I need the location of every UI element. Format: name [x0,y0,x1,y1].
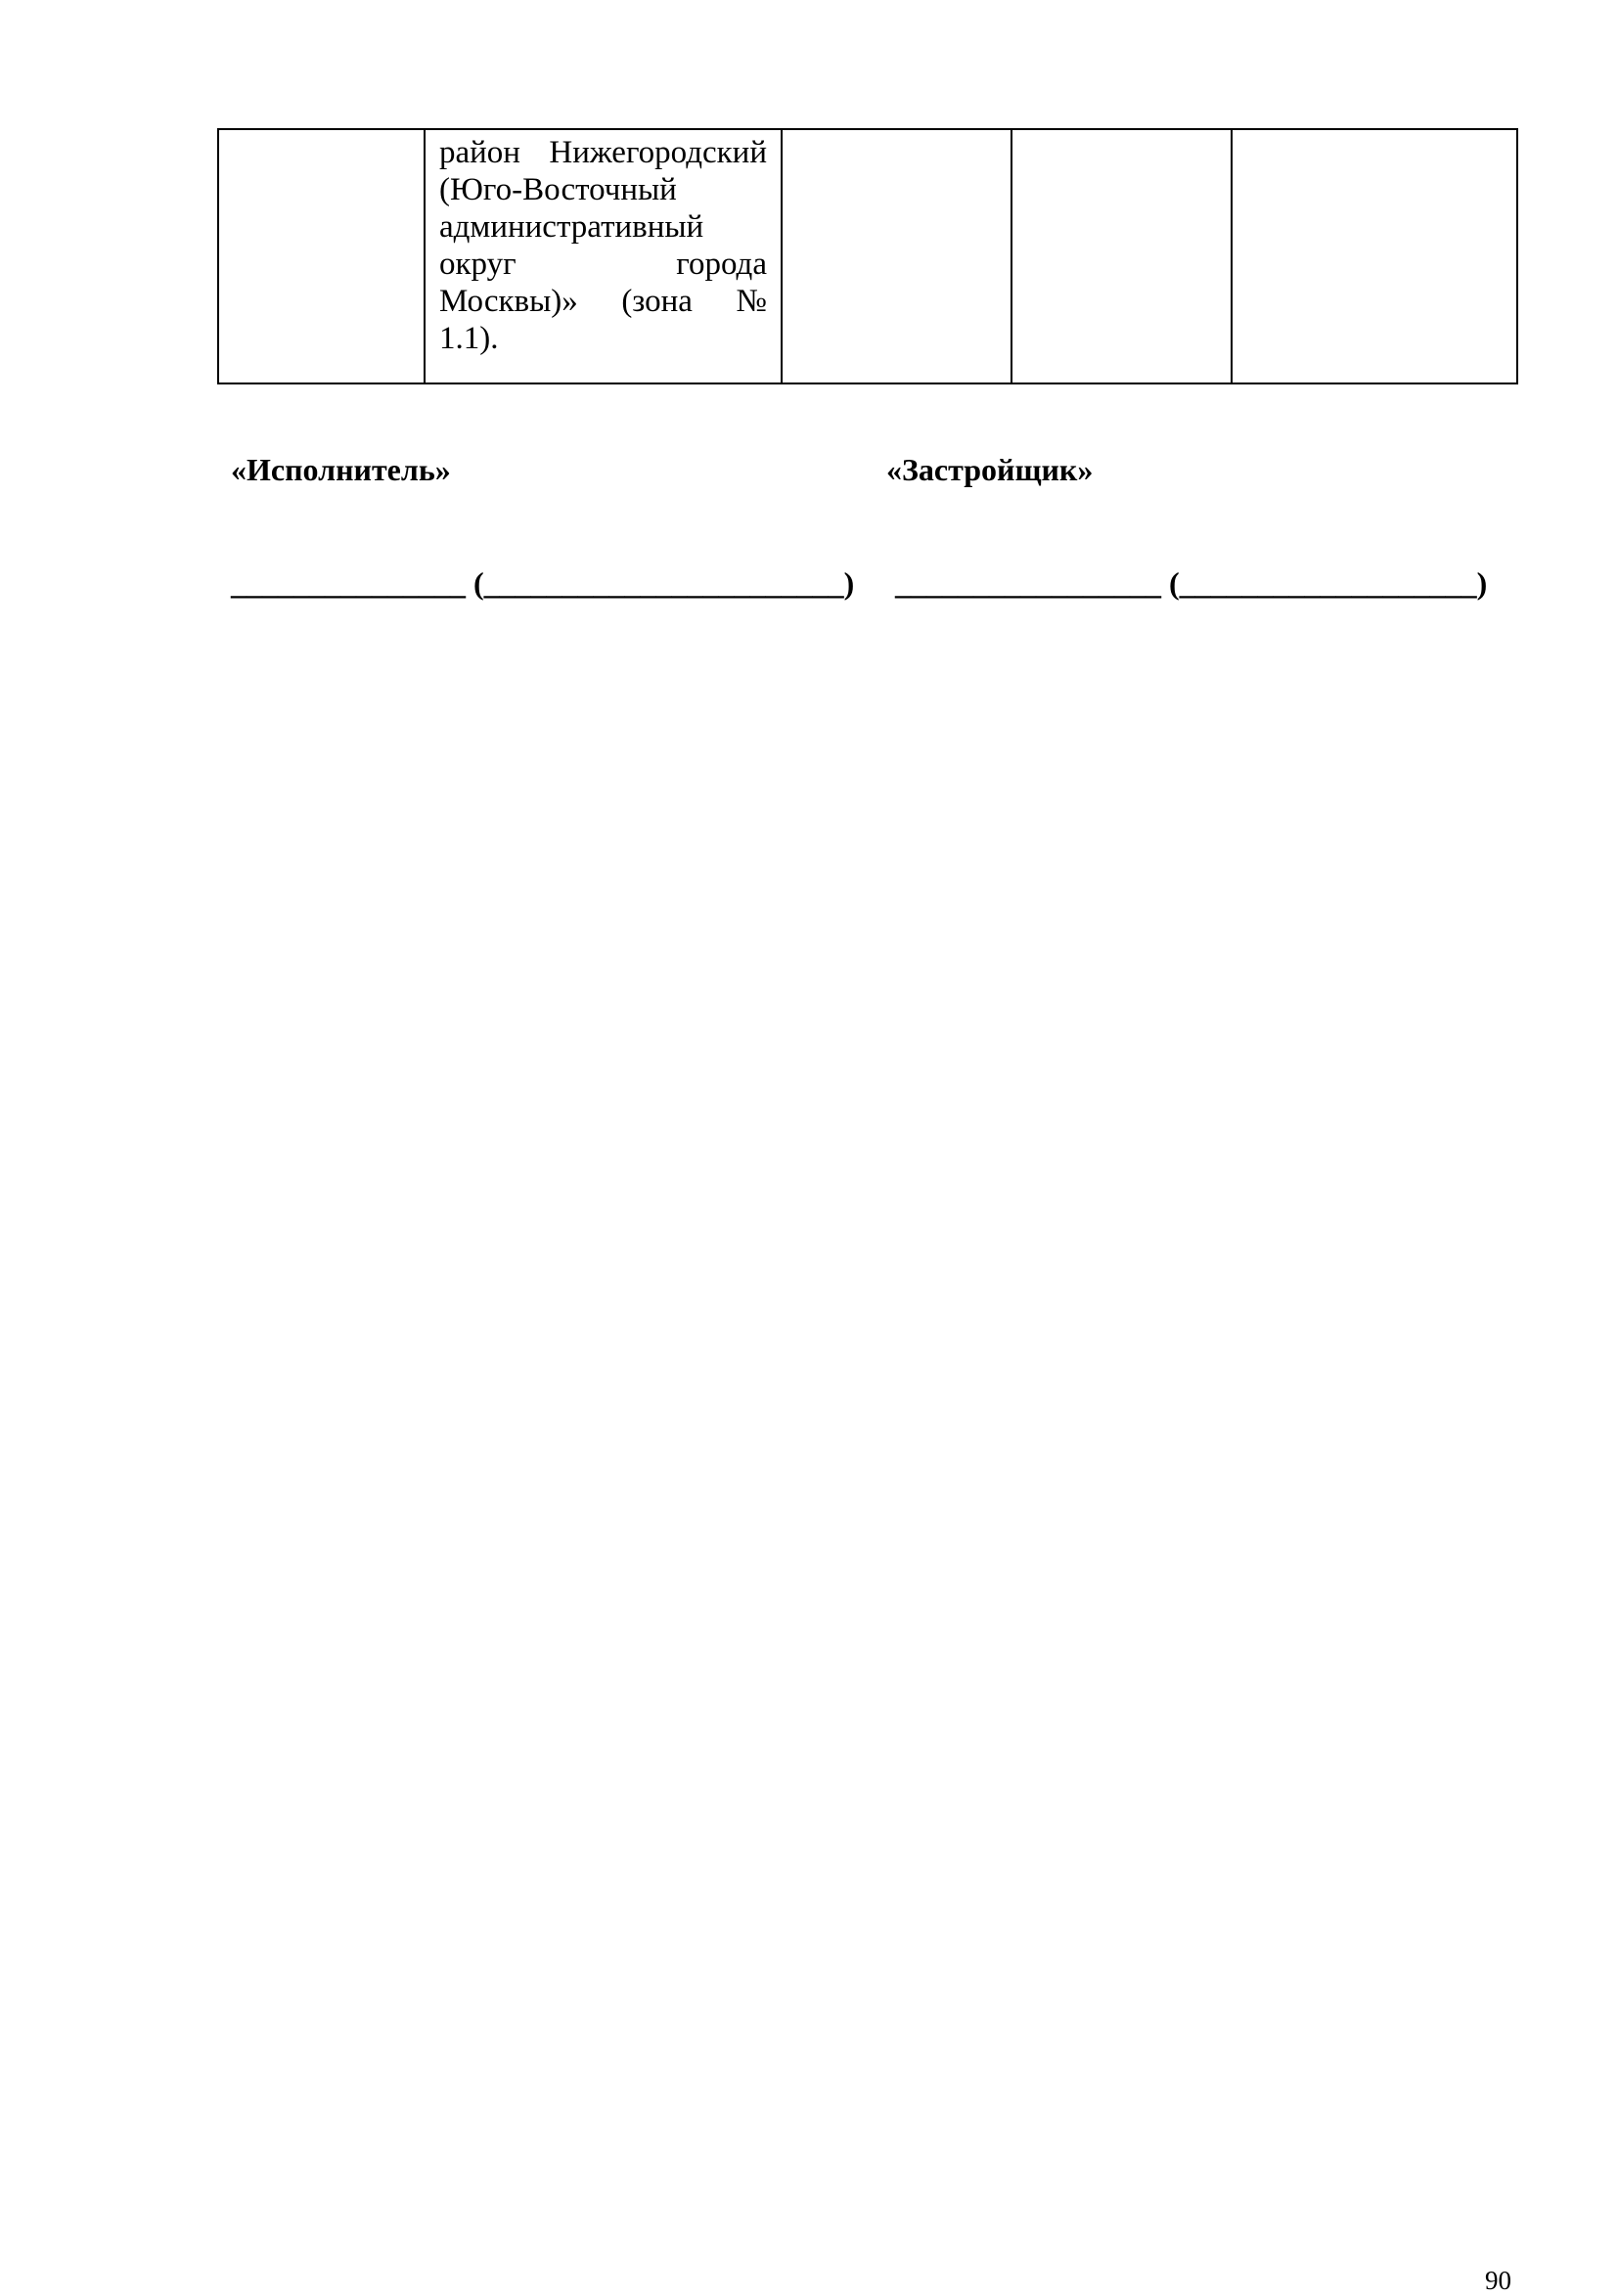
executor-label: «Исполнитель» [231,452,451,487]
text-line: Москвы)» (зона № [439,284,767,319]
developer-label: «Застройщик» [886,452,1094,487]
table-cell-5 [1232,129,1517,383]
cell-address-text [426,130,781,357]
table-cell-1 [218,129,425,383]
table-row [218,129,1517,383]
table-cell-3 [782,129,1011,383]
page-number: 90 [1485,2266,1511,2295]
text-line: (Юго-Восточный [439,172,677,207]
text-line: район Нижегородский [439,135,767,170]
continuation-table [217,128,1516,384]
table-cell-2 [425,129,782,383]
text-line: округ города [439,247,767,282]
data-table [217,128,1518,384]
text-line: 1.1). [439,321,499,356]
text-line: административный [439,209,704,245]
table-cell-4 [1011,129,1232,383]
developer-signature-line: _________________ (___________________) [895,565,1488,601]
executor-signature-line: _______________ (_______________________) [231,565,855,601]
